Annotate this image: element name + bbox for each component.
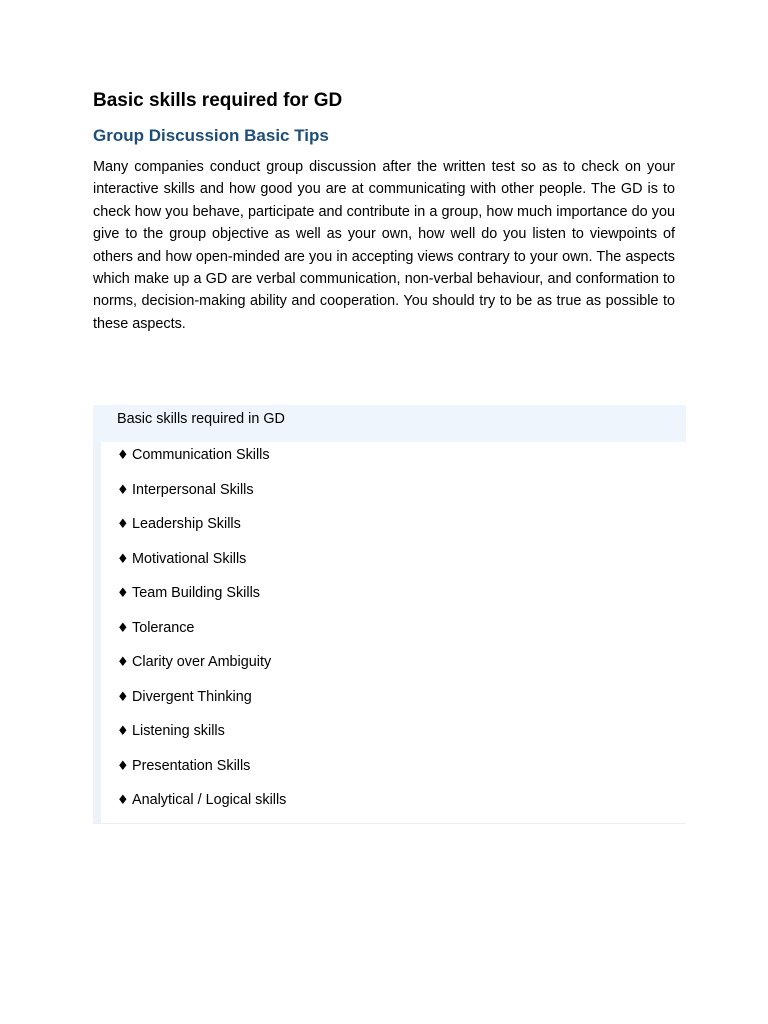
diamond-bullet-icon: ♦ (117, 448, 129, 463)
intro-paragraph: Many companies conduct group discussion after the written test so as to check on your interactive skills and how good you are at communicating with other people. The GD is to check how you behave, participate and contribute in a group, how much importance do you give to the group objective as well as your own, how well do you listen to viewpoints of others and how open-minded are you in accepting views contrary to your own. The aspects which make up a GD are verbal communication, non-verbal behaviour, and conformation to norms, decision-making ability and cooperation. You should try to be as true as possible to these aspects. (93, 159, 675, 332)
list-item (117, 686, 286, 721)
list-item (117, 479, 286, 514)
list-item (117, 444, 286, 479)
document-body (93, 88, 675, 335)
skill-label: Motivational Skills (132, 550, 247, 567)
skill-label: Presentation Skills (132, 757, 251, 774)
skill-label: Tolerance (132, 619, 195, 636)
diamond-bullet-icon: ♦ (117, 517, 129, 532)
skill-label: Team Building Skills (132, 585, 260, 601)
skill-label: Listening skills (132, 723, 225, 739)
list-item (117, 513, 286, 548)
skill-label: Analytical / Logical skills (132, 792, 287, 808)
diamond-bullet-icon: ♦ (117, 793, 129, 808)
diamond-bullet-icon: ♦ (117, 620, 129, 636)
diamond-bullet-icon: ♦ (117, 586, 129, 601)
diamond-bullet-icon: ♦ (117, 689, 129, 705)
skills-box (93, 405, 686, 824)
list-item (117, 755, 286, 790)
list-item (117, 548, 286, 583)
diamond-bullet-icon: ♦ (117, 724, 129, 739)
skill-label: Communication Skills (132, 447, 270, 463)
skill-label: Clarity over Ambiguity (132, 654, 272, 670)
list-item (117, 720, 286, 755)
skills-list (117, 444, 286, 824)
skills-box-header (93, 405, 686, 442)
list-item (117, 617, 286, 652)
skills-box-header-text: Basic skills required in GD (117, 411, 285, 427)
diamond-bullet-icon: ♦ (117, 758, 129, 774)
diamond-bullet-icon: ♦ (117, 655, 129, 670)
list-item (117, 651, 286, 686)
list-item (117, 582, 286, 617)
page-title: Basic skills required for GD (93, 90, 343, 111)
diamond-bullet-icon: ♦ (117, 551, 129, 567)
section-subtitle: Group Discussion Basic Tips (93, 126, 329, 145)
diamond-bullet-icon: ♦ (117, 482, 129, 498)
skill-label: Leadership Skills (132, 516, 241, 532)
skills-box-side-bar (93, 405, 101, 823)
skill-label: Interpersonal Skills (132, 481, 254, 498)
list-item (117, 789, 286, 824)
skill-label: Divergent Thinking (132, 688, 252, 705)
